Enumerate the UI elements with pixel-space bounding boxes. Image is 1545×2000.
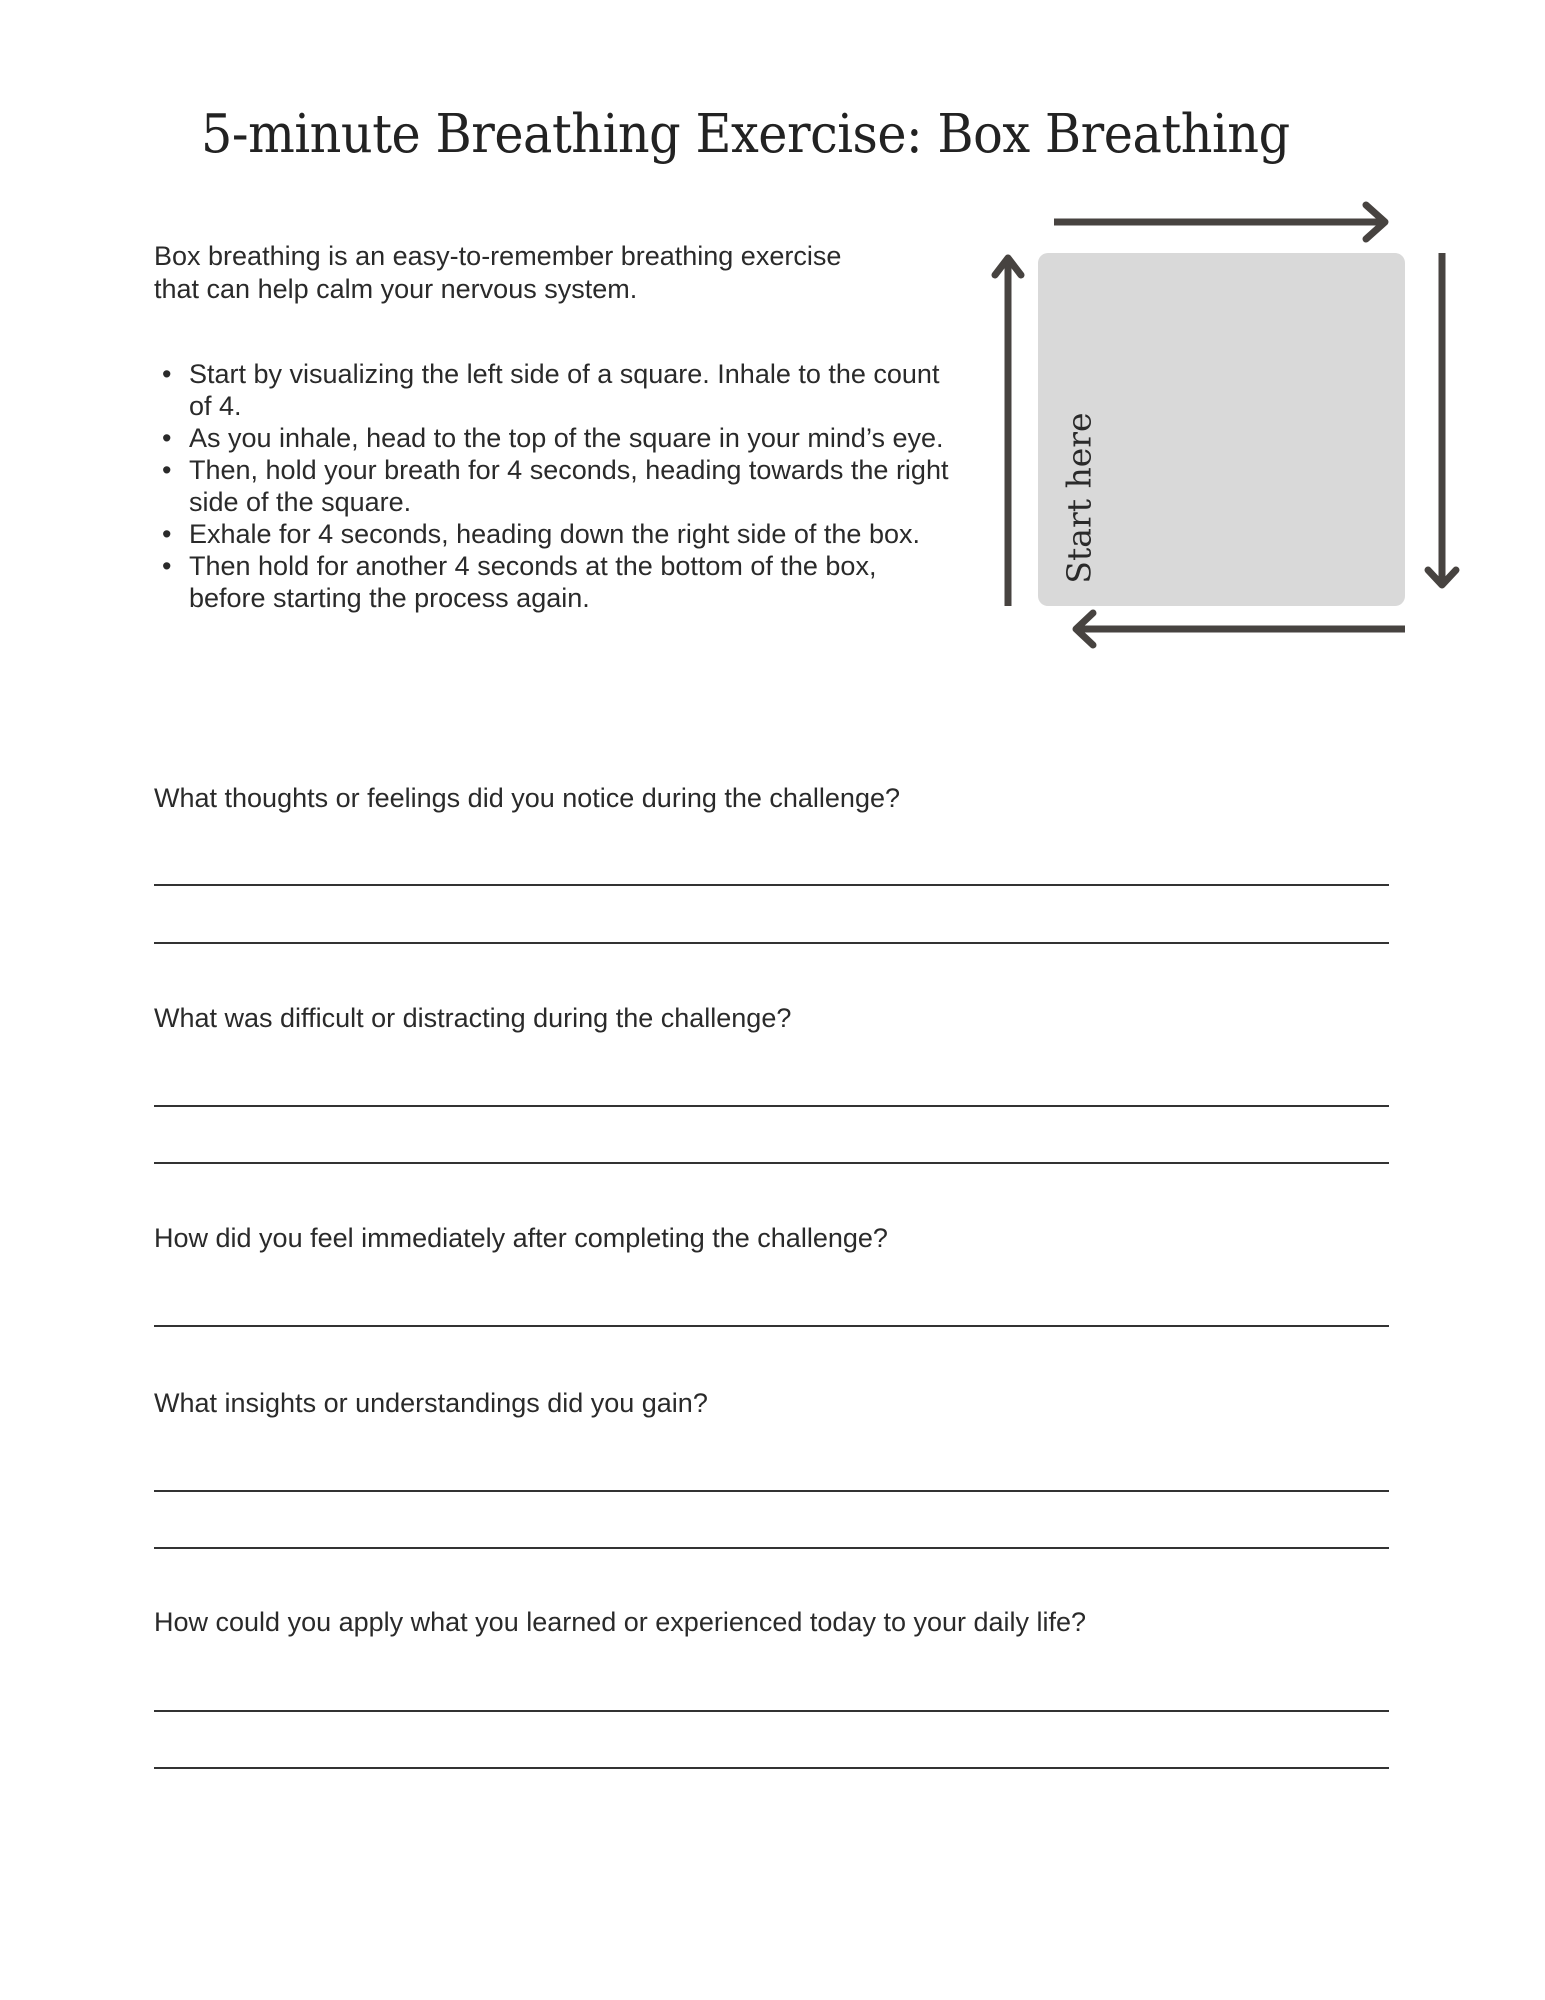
- question-3: How did you feel immediately after completing the challenge?: [154, 1223, 888, 1253]
- question-4: What insights or understandings did you gain?: [154, 1388, 708, 1418]
- answer-line[interactable]: [154, 1710, 1389, 1712]
- answer-line[interactable]: [154, 1547, 1389, 1549]
- answer-line[interactable]: [154, 1325, 1389, 1327]
- answer-line[interactable]: [154, 1490, 1389, 1492]
- answer-line[interactable]: [154, 942, 1389, 944]
- intro-text: Box breathing is an easy-to-remember breathing exercise that can help calm your nervous system.: [154, 241, 842, 304]
- box-breathing-diagram: [0, 0, 1545, 700]
- start-here-label: Start here: [1059, 412, 1099, 584]
- step-item: • As you inhale, head to the top of the square in your mind’s eye.: [189, 422, 959, 454]
- question-5: How could you apply what you learned or experienced today to your daily life?: [154, 1607, 1087, 1637]
- answer-line[interactable]: [154, 1162, 1389, 1164]
- arrow-up-icon: [995, 258, 1021, 606]
- step-item: • Start by visualizing the left side of a square. Inhale to the count of 4.: [189, 358, 959, 422]
- step-item: • Exhale for 4 seconds, heading down the right side of the box.: [189, 518, 959, 550]
- step-item: • Then, hold your breath for 4 seconds, heading towards the right side of the square.: [189, 454, 959, 518]
- answer-line[interactable]: [154, 1105, 1389, 1107]
- question-2: What was difficult or distracting during the challenge?: [154, 1003, 792, 1033]
- answer-line[interactable]: [154, 884, 1389, 886]
- step-item: • Then hold for another 4 seconds at the bottom of the box, before starting the process again.: [189, 550, 959, 614]
- page-title: 5-minute Breathing Exercise: Box Breathing: [201, 104, 1290, 165]
- question-1: What thoughts or feelings did you notice during the challenge?: [154, 783, 900, 813]
- arrow-left-icon: [1076, 613, 1405, 645]
- arrow-down-icon: [1428, 253, 1456, 585]
- answer-line[interactable]: [154, 1767, 1389, 1769]
- arrow-right-icon: [1054, 205, 1385, 239]
